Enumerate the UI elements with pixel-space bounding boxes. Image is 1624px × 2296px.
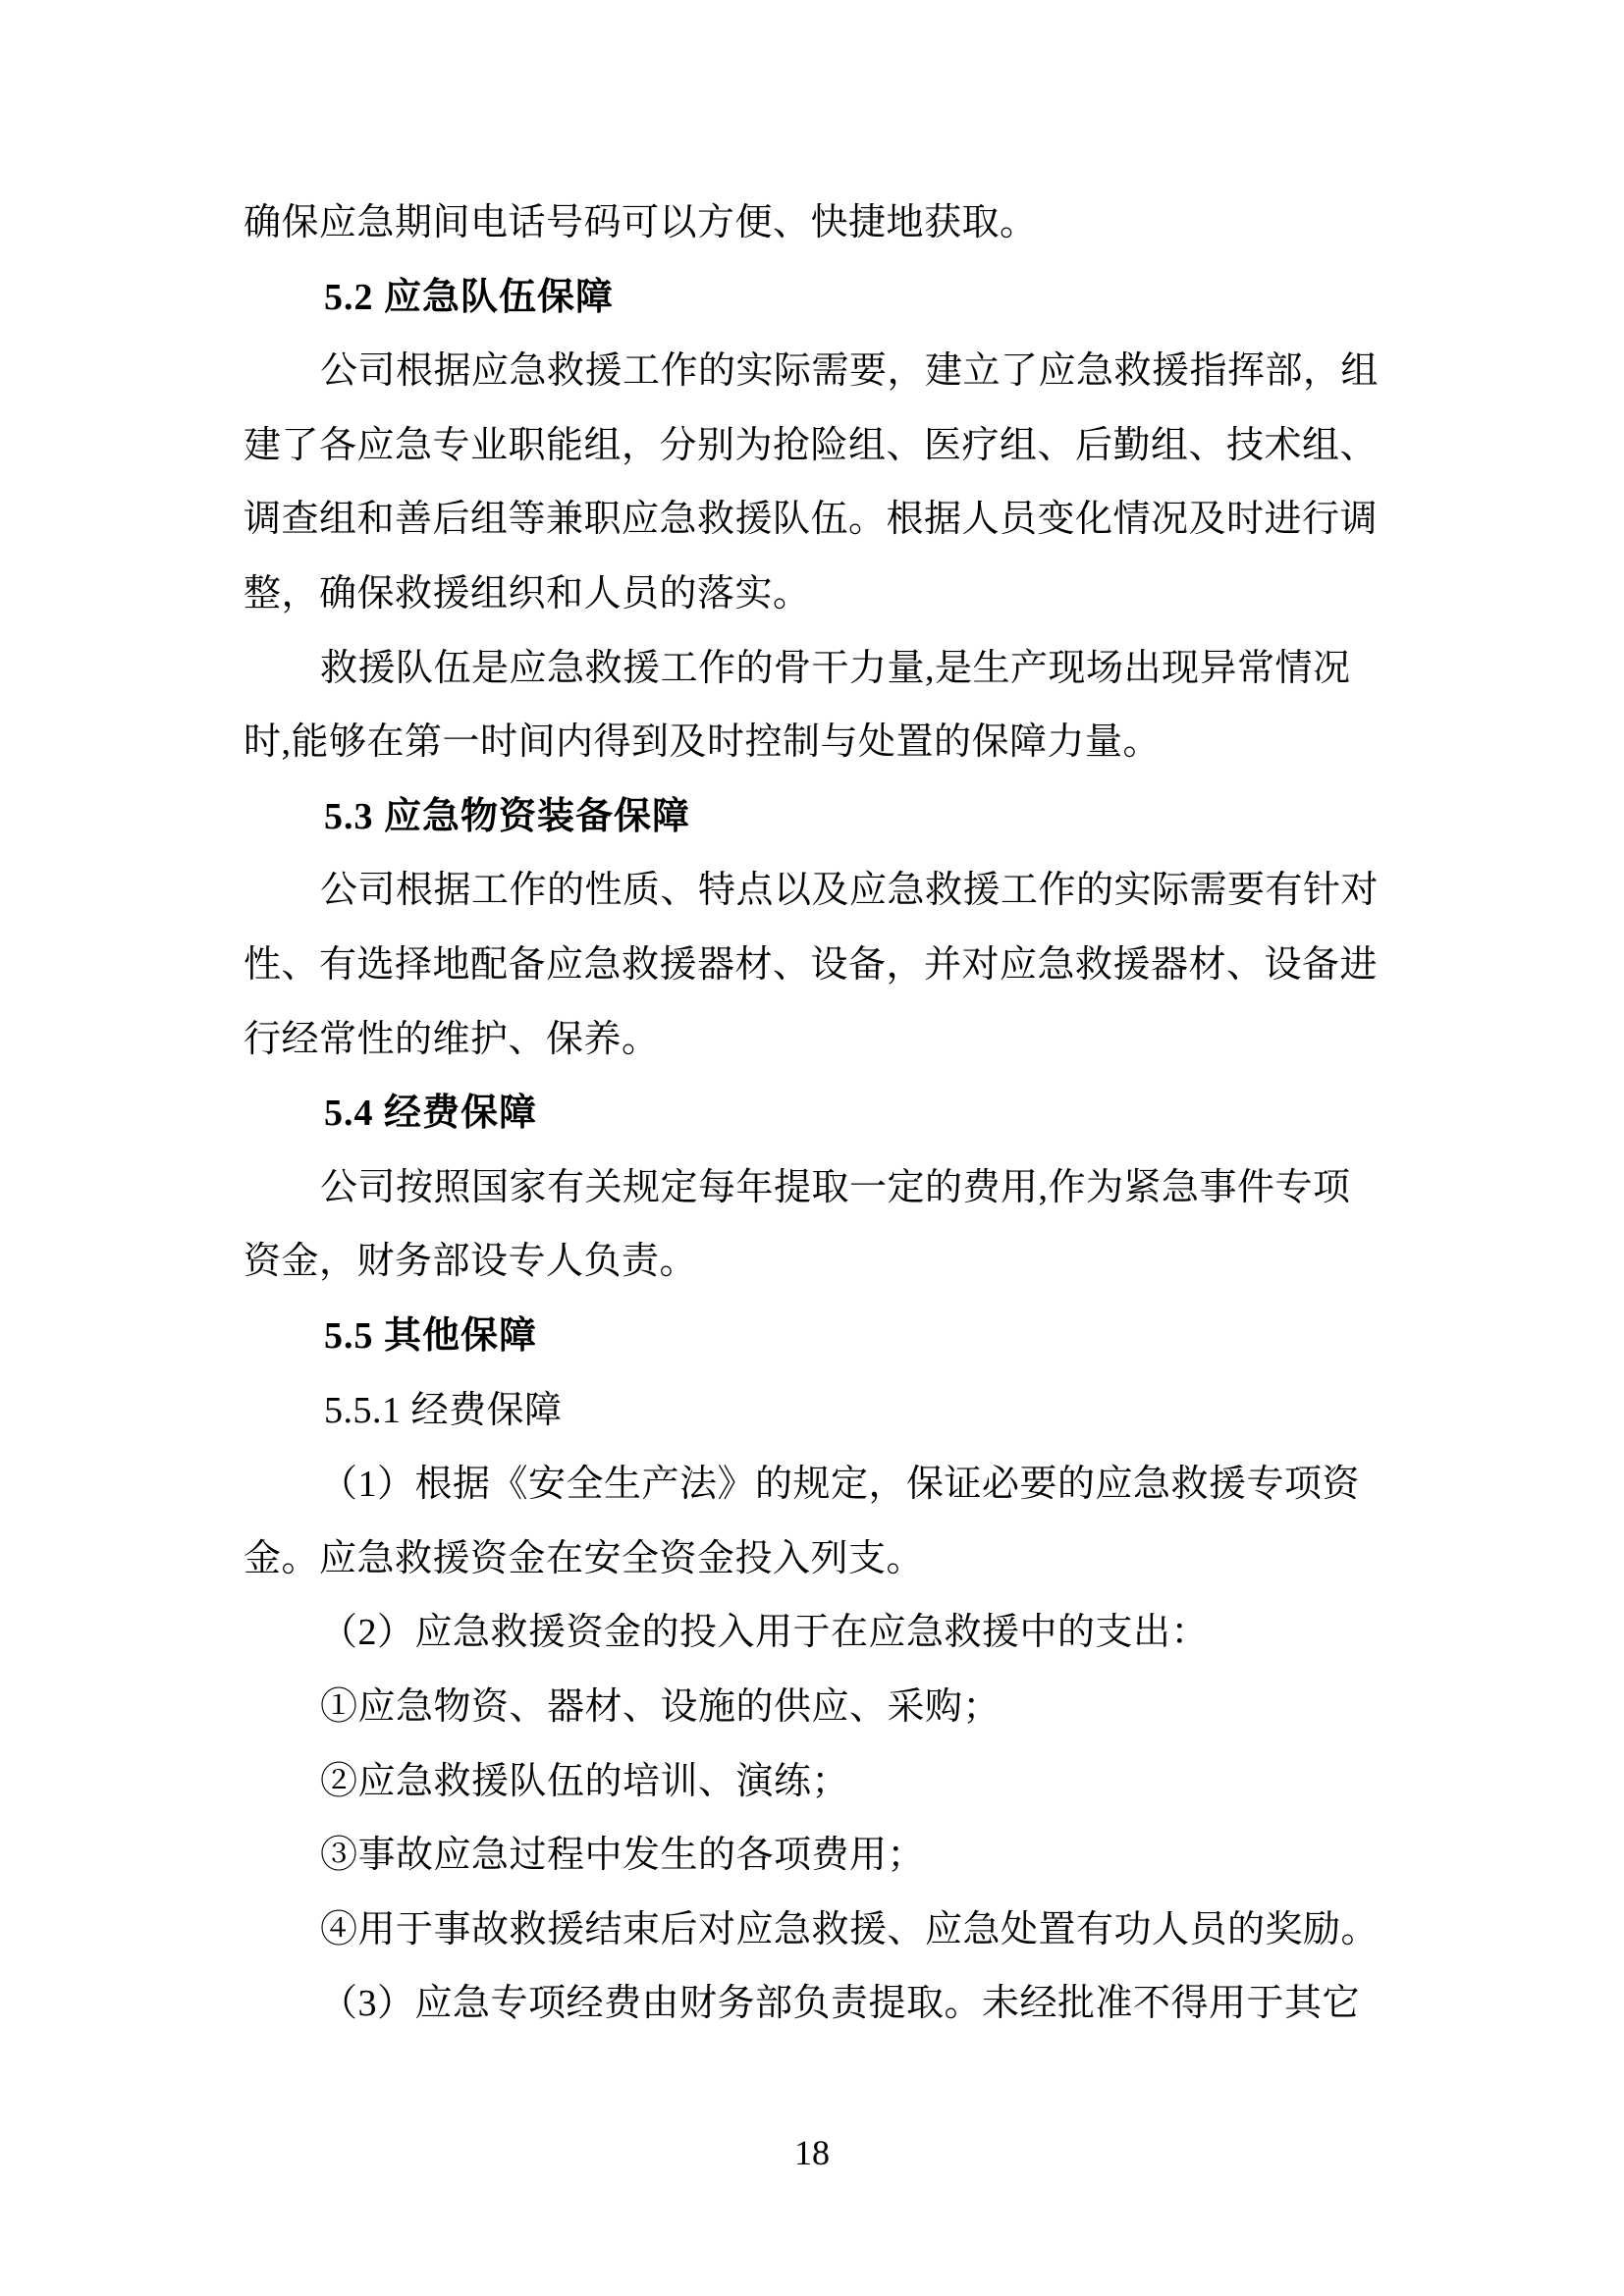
body-line: （1）根据《安全生产法》的规定，保证必要的应急救援专项资 [320, 1464, 1361, 1505]
heading-5-5: 5.5 其他保障 [324, 1315, 538, 1357]
heading-5-3: 5.3 应急物资装备保障 [324, 796, 691, 837]
body-line: 调查组和善后组等兼职应急救援队伍。根据人员变化情况及时进行调 [244, 499, 1379, 540]
body-line: 公司根据工作的性质、特点以及应急救援工作的实际需要有针对 [320, 870, 1380, 911]
body-line: 公司按照国家有关规定每年提取一定的费用,作为紧急事件专项 [320, 1167, 1351, 1208]
page-number: 18 [794, 2133, 830, 2172]
body-line: 公司根据应急救援工作的实际需要，建立了应急救援指挥部，组 [320, 350, 1380, 392]
body-line: （2）应急救援资金的投入用于在应急救援中的支出： [320, 1612, 1210, 1653]
body-line: 性、有选择地配备应急救援器材、设备，并对应急救援器材、设备进 [244, 944, 1379, 986]
body-line: 行经常性的维护、保养。 [244, 1019, 660, 1060]
body-line: 金。应急救援资金在安全资金投入列支。 [244, 1538, 925, 1579]
list-item-3: ③事故应急过程中发生的各项费用； [320, 1835, 926, 1876]
list-item-2: ②应急救援队伍的培训、演练； [320, 1761, 850, 1802]
list-item-1: ①应急物资、器材、设施的供应、采购； [320, 1686, 1001, 1728]
subheading-5-5-1: 5.5.1 经费保障 [324, 1390, 563, 1431]
heading-5-2: 5.2 应急队伍保障 [324, 277, 615, 318]
body-line: 救援队伍是应急救援工作的骨干力量,是生产现场出现异常情况 [320, 648, 1351, 689]
body-line: 建了各应急专业职能组，分别为抢险组、医疗组、后勤组、技术组、 [244, 425, 1379, 466]
list-item-4: ④用于事故救援结束后对应急救援、应急处置有功人员的奖励。 [320, 1909, 1380, 1950]
body-line: 时,能够在第一时间内得到及时控制与处置的保障力量。 [244, 721, 1162, 763]
body-line: （3）应急专项经费由财务部负责提取。未经批准不得用于其它 [320, 1983, 1361, 2024]
heading-5-4: 5.4 经费保障 [324, 1093, 538, 1134]
body-line: 确保应急期间电话号码可以方便、快捷地获取。 [244, 202, 1038, 243]
body-line: 整，确保救援组织和人员的落实。 [244, 573, 811, 614]
body-line: 资金，财务部设专人负责。 [244, 1241, 698, 1282]
